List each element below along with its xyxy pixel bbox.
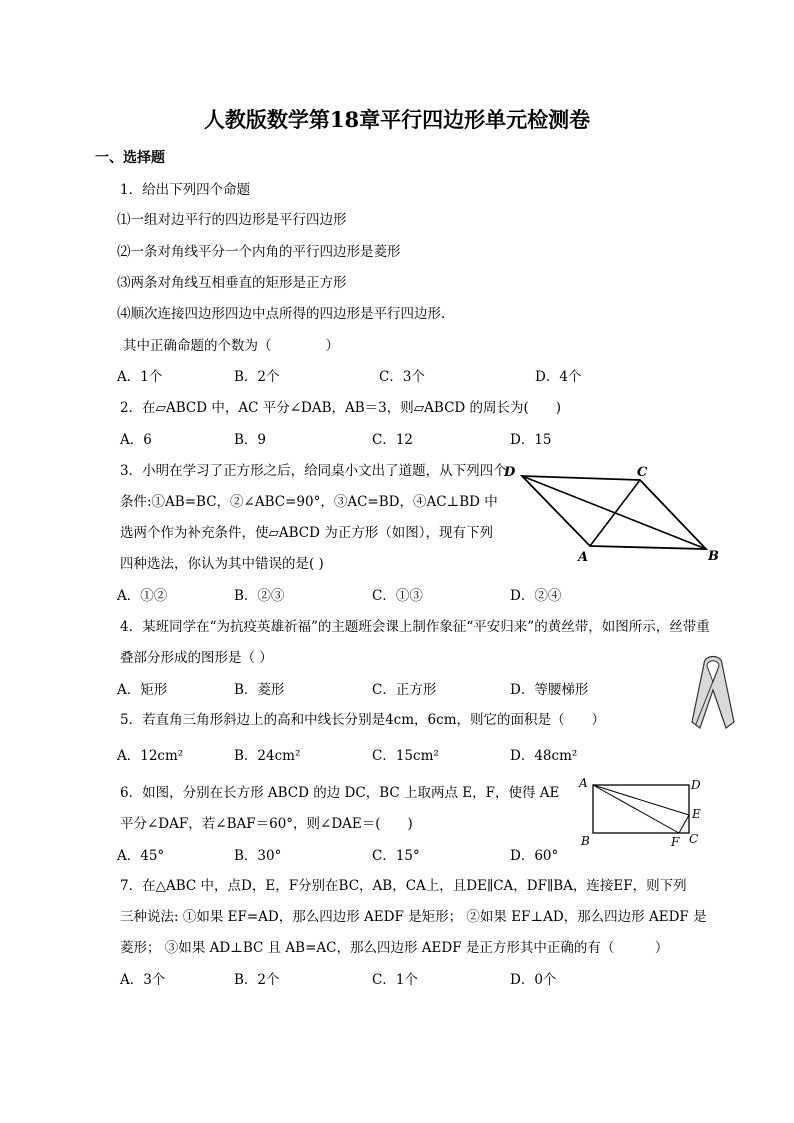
q5-option-c: C．15cm² bbox=[372, 748, 439, 764]
section-heading: 一、选择题 bbox=[95, 150, 165, 166]
label-c: C bbox=[689, 832, 699, 846]
q5-option-d: D．48cm² bbox=[510, 748, 578, 764]
label-e: E bbox=[692, 807, 701, 821]
q1-option-b: B．2个 bbox=[234, 369, 280, 385]
q3-line-1: 3．小明在学习了正方形之后，给同桌小文出了道题，从下列四个 bbox=[120, 463, 507, 479]
q7-line-2: 三种说法: ①如果 EF=AD，那么四边形 AEDF 是矩形； ②如果 EF⊥AD，那么四边形 AEDF 是 bbox=[120, 909, 707, 925]
q2-option-c: C．12 bbox=[372, 432, 414, 448]
q7-line-3: 菱形； ③如果 AD⊥BC 且 AB=AC，那么四边形 AEDF 是正方形其中正确的有（ ） bbox=[120, 940, 669, 956]
q1-item-1: ⑴一组对边平行的四边形是平行四边形 bbox=[117, 212, 347, 228]
q7-option-a: A．3个 bbox=[120, 972, 166, 988]
label-f: F bbox=[671, 835, 680, 849]
q3-option-d: D．②④ bbox=[510, 588, 562, 604]
q7-option-d: D．0个 bbox=[510, 972, 557, 988]
q2-option-a: A．6 bbox=[120, 432, 152, 448]
q5-option-b: B．24cm² bbox=[234, 748, 301, 764]
q4-option-b: B．菱形 bbox=[234, 682, 285, 698]
q3-option-c: C．①③ bbox=[372, 588, 423, 604]
ribbon-figure bbox=[688, 650, 738, 730]
q4-option-d: D．等腰梯形 bbox=[510, 682, 589, 698]
q4-option-a: A．矩形 bbox=[117, 682, 168, 698]
diagonal-db bbox=[522, 476, 706, 549]
q6-option-d: D．60° bbox=[510, 848, 559, 864]
q1-option-a: A．1个 bbox=[117, 369, 163, 385]
q1-item-2: ⑵一条对角线平分一个内角的平行四边形是菱形 bbox=[117, 244, 401, 260]
label-b: B bbox=[581, 834, 590, 848]
q3-line-4: 四种选法，你认为其中错误的是( ) bbox=[120, 556, 324, 572]
rectangle-figure bbox=[575, 775, 715, 850]
label-a: A bbox=[579, 776, 588, 790]
diagonal-ca bbox=[590, 480, 640, 546]
segment-ef bbox=[679, 815, 689, 833]
q3-option-b: B．②③ bbox=[234, 588, 285, 604]
q2-option-b: B．9 bbox=[234, 432, 267, 448]
segment-af bbox=[593, 785, 679, 833]
q1-option-c: C．3个 bbox=[379, 369, 425, 385]
label-c: C bbox=[637, 465, 648, 480]
q6-line-1: 6．如图，分别在长方形 ABCD 的边 DC，BC 上取两点 E，F，使得 AE bbox=[120, 785, 560, 801]
label-d: D bbox=[504, 465, 516, 480]
label-a: A bbox=[578, 550, 589, 565]
q1-item-3: ⑶两条对角线互相垂直的矩形是正方形 bbox=[117, 275, 347, 291]
q4-line-2: 叠部分形成的图形是（ ） bbox=[120, 650, 273, 666]
q7-option-c: C．1个 bbox=[372, 972, 418, 988]
q2-option-d: D．15 bbox=[510, 432, 552, 448]
q7-option-b: B．2个 bbox=[234, 972, 280, 988]
q6-line-2: 平分∠DAF，若∠BAF＝60°，则∠DAE＝( ) bbox=[120, 816, 413, 832]
q5-option-a: A．12cm² bbox=[117, 748, 184, 764]
q3-line-2: 条件:①AB=BC，②∠ABC=90°，③AC=BD，④AC⊥BD 中 bbox=[120, 494, 498, 510]
q2-stem: 2．在▱ABCD 中，AC 平分∠DAB，AB＝3，则▱ABCD 的周长为( ) bbox=[120, 400, 562, 416]
q6-option-c: C．15° bbox=[372, 848, 420, 864]
label-b: B bbox=[708, 549, 719, 564]
q4-line-1: 4．某班同学在“为抗疫英雄祈福”的主题班会课上制作象征“平安归来”的黄丝带，如图所示，丝带重 bbox=[120, 619, 710, 635]
q1-option-d: D．4个 bbox=[535, 369, 582, 385]
q1-ask: 其中正确命题的个数为（ ） bbox=[123, 338, 339, 354]
q1-stem: 1．给出下列四个命题 bbox=[120, 182, 251, 198]
rectangle-abcd bbox=[593, 785, 689, 833]
q1-item-4: ⑷顺次连接四边形四边中点所得的四边形是平行四边形. bbox=[117, 306, 446, 322]
q6-option-b: B．30° bbox=[234, 848, 282, 864]
page-title: 人教版数学第18章平行四边形单元检测卷 bbox=[203, 107, 591, 132]
q7-line-1: 7．在△ABC 中，点D，E，F分别在BC，AB，CA上，且DE∥CA，DF∥BA，连接EF，则下列 bbox=[120, 878, 687, 894]
q4-option-c: C．正方形 bbox=[372, 682, 437, 698]
q3-option-a: A．①② bbox=[117, 588, 168, 604]
parallelogram-figure bbox=[500, 460, 730, 570]
q3-line-3: 选两个作为补充条件，使▱ABCD 为正方形（如图），现有下列 bbox=[120, 525, 493, 541]
q6-option-a: A．45° bbox=[117, 848, 165, 864]
q5-stem: 5．若直角三角形斜边上的高和中线长分别是4cm，6cm，则它的面积是（ ） bbox=[120, 712, 605, 728]
label-d: D bbox=[691, 778, 701, 792]
segment-ae bbox=[593, 785, 689, 815]
